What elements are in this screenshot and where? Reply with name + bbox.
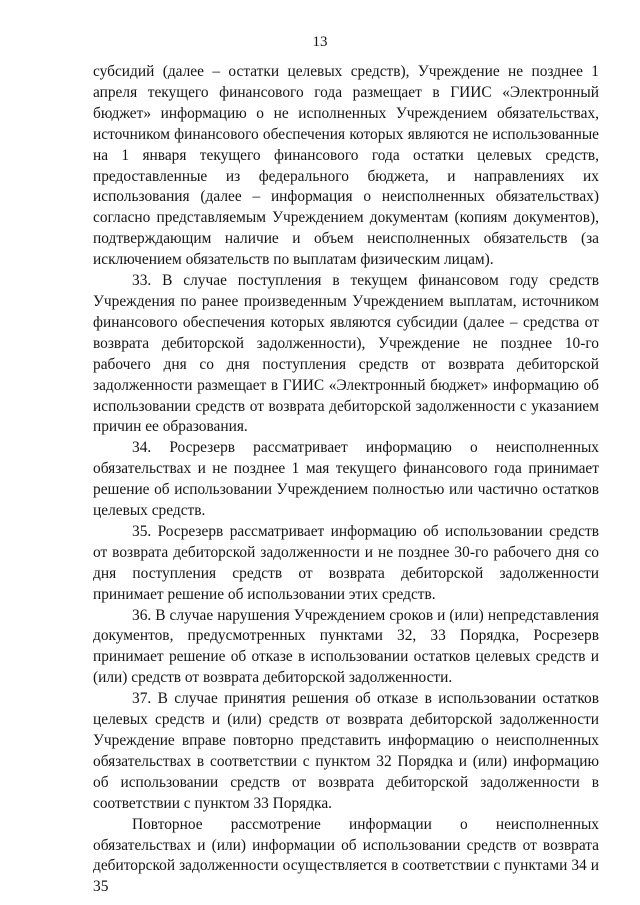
paragraph-item-34: 34. Росрезерв рассматривает информацию о неисполненных обязательствах и не позднее 1 мая текущего финансового года принимает решение об использовании Учреждением полностью или частично остатков целевых средств. <box>93 439 599 520</box>
paragraph-repeat-review: Повторное рассмотрение информации о неисполненных обязательствах и (или) информации об использовании средств от возврата дебиторской задолженности осуществляется в соответствии с пунктами 34 и 35 <box>93 815 599 896</box>
paragraph-item-35: 35. Росрезерв рассматривает информацию об использовании средств от возврата дебиторской задолженности и не позднее 30-го рабочего дня со дня поступления средств от возврата дебиторской задолженности принимает решение об использовании этих средств. <box>93 522 599 603</box>
paragraph-item-33: 33. В случае поступления в текущем финансовом году средств Учреждения по ранее произведенным Учреждением выплатам, источником финансового обеспечения которых являются субсидии (далее – средства от возврата дебиторской задолженности), Учреждение не позднее 10-го рабочего дня со дня поступления средств от возврата дебиторской задолженности размещает в ГИИС «Электронный бюджет» информацию об использовании средств от возврата дебиторской задолженности с указанием причин ее образования. <box>93 272 599 436</box>
page-number: 13 <box>312 34 328 50</box>
paragraph-item-36: 36. В случае нарушения Учреждением сроков и (или) непредставления документов, предусмотренных пунктами 32, 33 Порядка, Росрезерв принимает решение об отказе в использовании остатков целевых средств и (или) средств от возврата дебиторской задолженности. <box>93 606 599 687</box>
paragraph-item-37: 37. В случае принятия решения об отказе в использовании остатков целевых средств и (или) средств от возврата дебиторской задолженности Учреждение вправе повторно представить информацию о неисполненных обязательствах в соответствии с пунктом 32 Порядка и (или) информацию об использовании средств от возврата дебиторской задолженности в соответствии с пунктом 33 Порядка. <box>93 690 599 812</box>
document-body <box>93 62 599 898</box>
paragraph-continuation: субсидий (далее – остатки целевых средств), Учреждение не позднее 1 апреля текущего финансового года размещает в ГИИС «Электронный бюджет» информацию о не исполненных Учреждением обязательствах, источником финансового обеспечения которых являются не использованные на 1 января текущего финансового года остатки целевых средств, предоставленные из федерального бюджета, и направлениях их использования (далее – информация о неисполненных обязательствах) согласно представляемым Учреждением документам (копиям документов), подтверждающим наличие и объем неисполненных обязательств (за исключением обязательств по выплатам физическим лицам). <box>93 63 599 269</box>
